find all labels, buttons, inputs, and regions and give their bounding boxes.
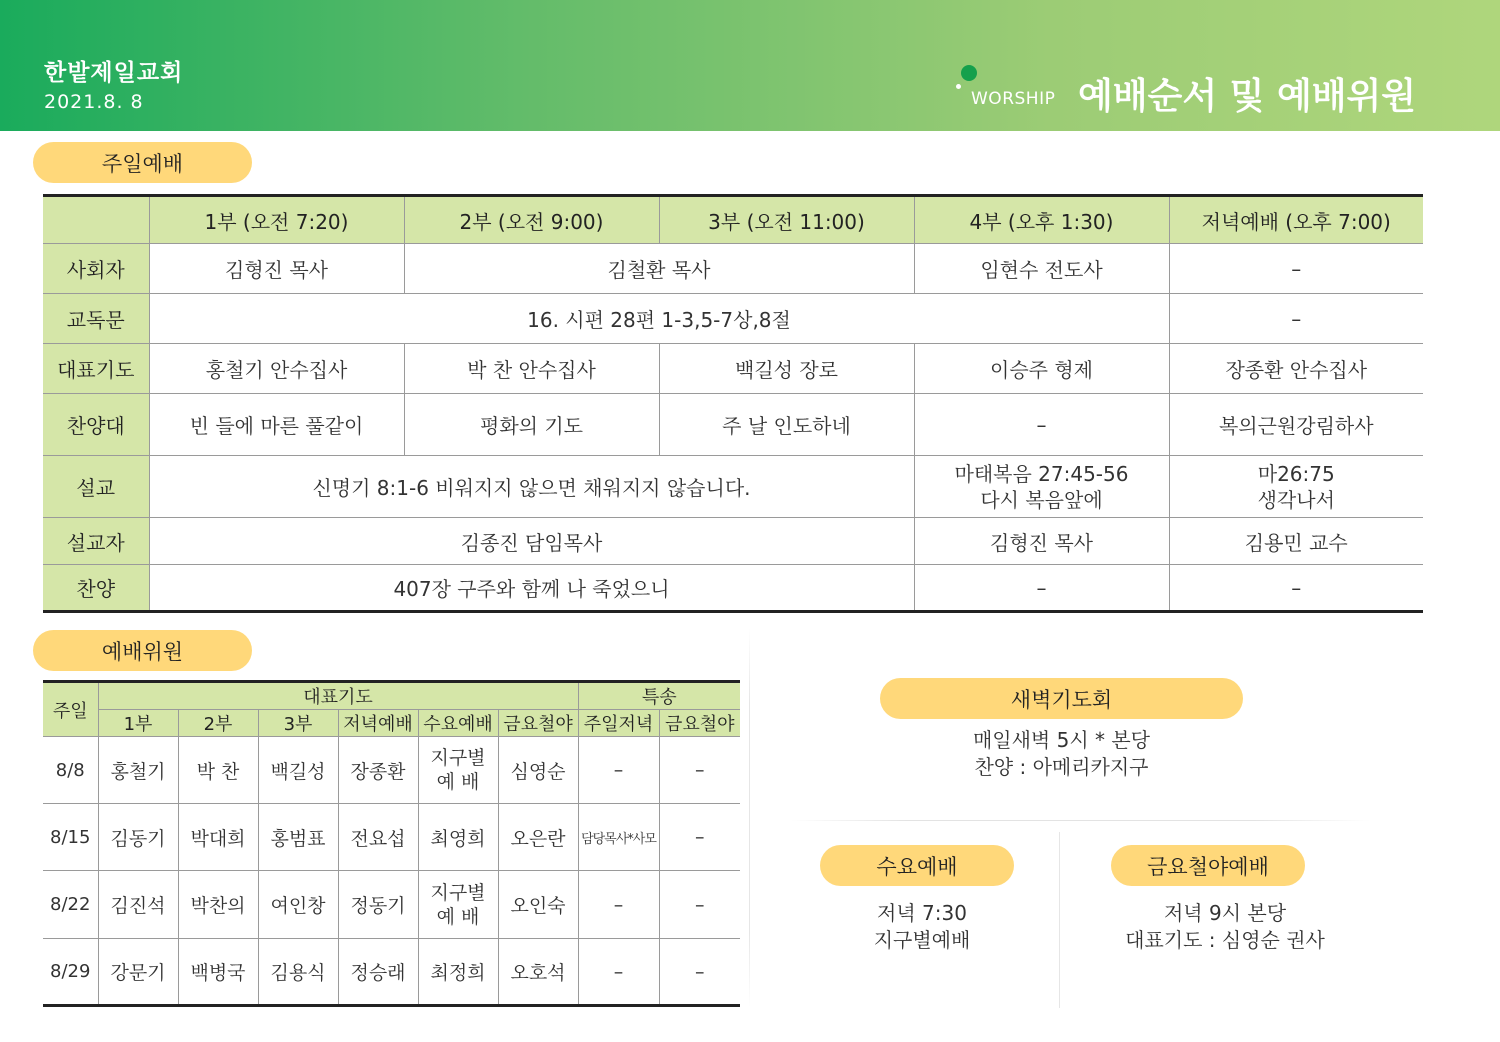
- table-cell: [418, 737, 498, 804]
- table-row: [43, 394, 1423, 456]
- white-dot-icon: [956, 84, 961, 89]
- table-cell: –: [578, 871, 659, 939]
- panel-divider: [749, 628, 750, 1008]
- column-header: 저녁예배 (오후 7:00): [1169, 196, 1423, 244]
- column-header: 3부: [258, 710, 338, 737]
- info-line: 저녁 9시 본당: [1163, 901, 1287, 925]
- table-cell: 홍철기 안수집사: [149, 344, 404, 394]
- info-line: 찬양 : 아메리카지구: [974, 755, 1149, 779]
- table-cell: 김형진 목사: [914, 518, 1169, 565]
- table-cell: 김진석: [98, 871, 178, 939]
- week-header: 주일: [43, 682, 98, 737]
- table-row: [43, 871, 740, 939]
- cell-line: 마26:75: [1257, 461, 1335, 486]
- cell-line: 지구별: [430, 747, 486, 769]
- column-header: 2부: [178, 710, 258, 737]
- column-header: 1부 (오전 7:20): [149, 196, 404, 244]
- table-cell: 복의근원강림하사: [1169, 394, 1423, 456]
- column-header: 1부: [98, 710, 178, 737]
- table-cell: 강문기: [98, 939, 178, 1006]
- friday-worship-info: [1090, 900, 1360, 954]
- table-cell: 박찬의: [178, 871, 258, 939]
- table-row: [43, 518, 1423, 565]
- bulletin-date: 2021.8. 8: [44, 91, 144, 113]
- table-row: [43, 456, 1423, 518]
- table-cell: 박 찬: [178, 737, 258, 804]
- table-cell: 백길성 장로: [659, 344, 914, 394]
- table-row: [43, 804, 740, 871]
- table-cell: [1169, 456, 1423, 518]
- cell-line: 마태복음 27:45-56: [954, 461, 1129, 486]
- info-line: 지구별예배: [873, 928, 971, 952]
- info-line: 저녁 7:30: [877, 901, 967, 925]
- table-cell: 오은란: [498, 804, 578, 871]
- cell-line: 다시 복음앞에: [980, 487, 1103, 512]
- table-cell: [418, 871, 498, 939]
- table-cell: 여인창: [258, 871, 338, 939]
- table-cell: 장종환: [338, 737, 418, 804]
- row-header: 설교: [43, 456, 149, 518]
- table-cell: 신명기 8:1-6 비워지지 않으면 채워지지 않습니다.: [149, 456, 914, 518]
- table-cell: –: [1169, 244, 1423, 294]
- info-line: 매일새벽 5시 * 본당: [972, 728, 1151, 752]
- table-cell: –: [659, 737, 740, 804]
- table-cell: 이승주 형제: [914, 344, 1169, 394]
- table-cell: 최영희: [418, 804, 498, 871]
- table-cell: 홍범표: [258, 804, 338, 871]
- sunday-worship-heading: 주일예배: [33, 142, 252, 183]
- row-header: 대표기도: [43, 344, 149, 394]
- table-row: [43, 565, 1423, 612]
- week-date: 8/8: [43, 737, 98, 804]
- column-header: 수요예배: [418, 710, 498, 737]
- table-cell: 오인숙: [498, 871, 578, 939]
- table-row: [43, 294, 1423, 344]
- table-cell: –: [659, 939, 740, 1006]
- friday-worship-heading: 금요철야예배: [1111, 845, 1305, 886]
- table-cell: 장종환 안수집사: [1169, 344, 1423, 394]
- committee-heading: 예배위원: [33, 630, 252, 671]
- row-header: 찬양대: [43, 394, 149, 456]
- table-cell: 빈 들에 마른 풀같이: [149, 394, 404, 456]
- committee-table: [43, 680, 740, 1007]
- table-cell: –: [914, 565, 1169, 612]
- table-cell: 김동기: [98, 804, 178, 871]
- table-subheader-row: [43, 710, 740, 737]
- table-header-row: [43, 196, 1423, 244]
- column-header: 4부 (오후 1:30): [914, 196, 1169, 244]
- table-cell: 오호석: [498, 939, 578, 1006]
- table-row: [43, 344, 1423, 394]
- week-date: 8/22: [43, 871, 98, 939]
- table-cell: 박 찬 안수집사: [404, 344, 659, 394]
- table-cell: 임현수 전도사: [914, 244, 1169, 294]
- table-cell: 김종진 담임목사: [149, 518, 914, 565]
- wednesday-worship-heading: 수요예배: [820, 845, 1014, 886]
- dawn-prayer-info: [880, 727, 1243, 781]
- dawn-prayer-heading: 새벽기도회: [880, 678, 1243, 719]
- table-cell: 정승래: [338, 939, 418, 1006]
- row-header: 사회자: [43, 244, 149, 294]
- table-cell: 407장 구주와 함께 나 죽었으니: [149, 565, 914, 612]
- table-cell: 16. 시편 28편 1-3,5-7상,8절: [149, 294, 1169, 344]
- panel-divider: [1059, 832, 1060, 1008]
- header-banner: [0, 0, 1500, 131]
- table-cell: 백병국: [178, 939, 258, 1006]
- table-cell: –: [578, 737, 659, 804]
- table-cell: 평화의 기도: [404, 394, 659, 456]
- group-header-prayer: 대표기도: [98, 682, 578, 710]
- week-date: 8/29: [43, 939, 98, 1006]
- table-cell: –: [578, 939, 659, 1006]
- table-cell: 김용민 교수: [1169, 518, 1423, 565]
- church-name: 한밭제일교회: [44, 60, 184, 86]
- cell-line: 생각나서: [1257, 487, 1335, 512]
- column-header: 저녁예배: [338, 710, 418, 737]
- table-cell: 주 날 인도하네: [659, 394, 914, 456]
- green-dot-icon: [961, 65, 977, 81]
- row-header: 교독문: [43, 294, 149, 344]
- sunday-worship-table: [43, 194, 1423, 613]
- column-header: 금요철야: [498, 710, 578, 737]
- table-row: [43, 939, 740, 1006]
- panel-divider: [790, 820, 1370, 821]
- table-cell: 박대희: [178, 804, 258, 871]
- header-corner: [43, 196, 149, 244]
- cell-line: 지구별: [430, 881, 486, 904]
- table-cell: 심영순: [498, 737, 578, 804]
- week-date: 8/15: [43, 804, 98, 871]
- table-row: [43, 244, 1423, 294]
- table-header-row: [43, 682, 740, 710]
- table-cell: 김철환 목사: [404, 244, 914, 294]
- info-line: 대표기도 : 심영순 권사: [1125, 928, 1325, 952]
- table-cell: –: [659, 871, 740, 939]
- group-header-special: 특송: [578, 682, 740, 710]
- table-cell: 담당목사*사모: [578, 804, 659, 871]
- table-cell: –: [1169, 294, 1423, 344]
- wednesday-worship-info: [820, 900, 1024, 954]
- table-cell: –: [659, 804, 740, 871]
- table-cell: 최정희: [418, 939, 498, 1006]
- table-cell: 김형진 목사: [149, 244, 404, 294]
- row-header: 설교자: [43, 518, 149, 565]
- column-header: 2부 (오전 9:00): [404, 196, 659, 244]
- column-header: 금요철야: [659, 710, 740, 737]
- table-cell: 백길성: [258, 737, 338, 804]
- table-cell: [914, 456, 1169, 518]
- column-header: 3부 (오전 11:00): [659, 196, 914, 244]
- table-cell: 전요섭: [338, 804, 418, 871]
- table-cell: –: [1169, 565, 1423, 612]
- table-row: [43, 737, 740, 804]
- section-label-en: WORSHIP: [971, 89, 1056, 109]
- cell-line: 예 배: [436, 905, 480, 928]
- section-title: 예배순서 및 예배위원: [1078, 76, 1417, 117]
- row-header: 찬양: [43, 565, 149, 612]
- cell-line: 예 배: [436, 771, 480, 793]
- table-cell: 홍철기: [98, 737, 178, 804]
- table-cell: 김용식: [258, 939, 338, 1006]
- table-cell: –: [914, 394, 1169, 456]
- table-cell: 정동기: [338, 871, 418, 939]
- column-header: 주일저녁: [578, 710, 659, 737]
